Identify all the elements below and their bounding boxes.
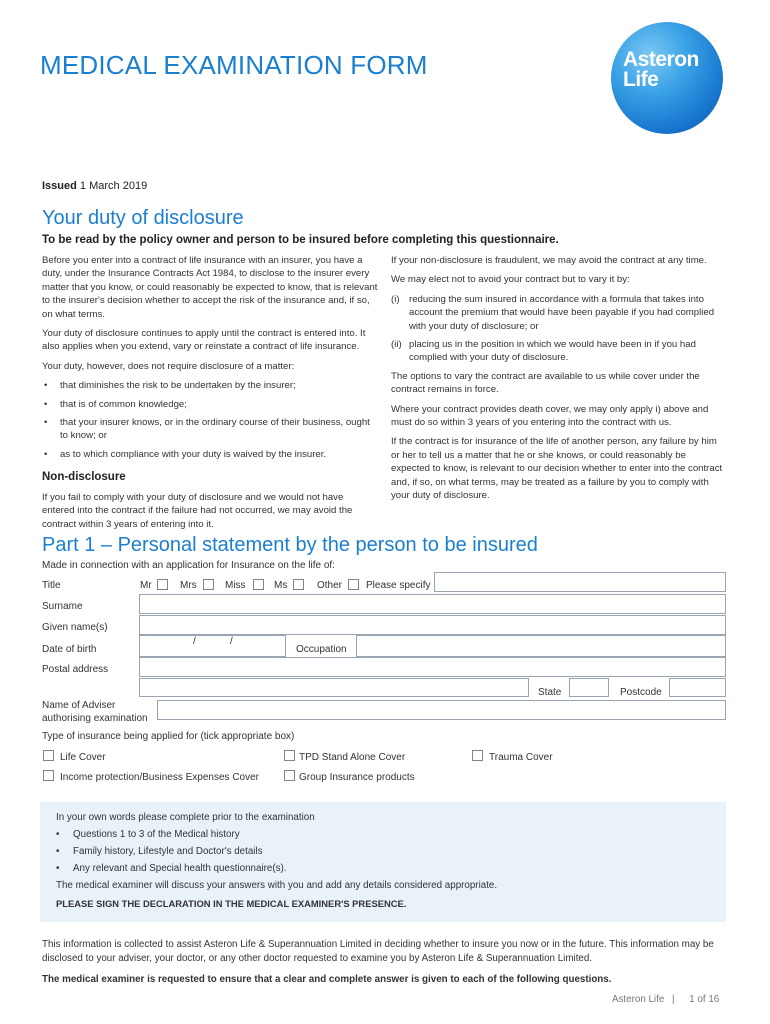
issued-value: 1 March 2019 bbox=[79, 180, 148, 192]
list-item: • as to which compliance with your duty is waived by the insurer. bbox=[44, 448, 327, 460]
title-miss-checkbox[interactable] bbox=[253, 579, 264, 590]
issued-date bbox=[42, 180, 147, 192]
disclosure-left-column bbox=[42, 254, 378, 537]
title-miss-label: Miss bbox=[225, 580, 246, 591]
list-item: (ii) placing us in the position in which we would have been in if you had complied with your duty of disclosure. bbox=[391, 339, 696, 364]
disclosure-paragraph: The options to vary the contract are available to us while cover under the contract remains in force. bbox=[391, 370, 700, 396]
life-cover-checkbox[interactable] bbox=[43, 750, 54, 761]
disclosure-heading: Your duty of disclosure bbox=[42, 207, 244, 229]
title-mrs-checkbox[interactable] bbox=[203, 579, 214, 590]
part1-heading: Part 1 – Personal statement by the person to be insured bbox=[42, 534, 538, 556]
disclosure-paragraph: We may elect not to avoid your contract but to vary it by: bbox=[391, 274, 630, 286]
dob-separator: / bbox=[193, 636, 196, 647]
list-item: • Any relevant and Special health questionnaire(s). bbox=[56, 863, 287, 874]
logo-line2: Life bbox=[623, 68, 659, 91]
postcode-input[interactable] bbox=[669, 678, 726, 697]
postcode-label: Postcode bbox=[620, 687, 662, 698]
part1-intro: Made in connection with an application for Insurance on the life of: bbox=[42, 560, 335, 571]
surname-label: Surname bbox=[42, 601, 83, 612]
list-item: (i) reducing the sum insured in accordance with a formula that takes into account the premium that would have been payable if you had complied with your duty of disclosure; or bbox=[391, 293, 715, 332]
title-other-checkbox[interactable] bbox=[348, 579, 359, 590]
adviser-input[interactable] bbox=[157, 700, 726, 720]
disclosure-paragraph: Where your contract provides death cover, we may only apply i) above and must do so within 3 years of you entering into the contract with us. bbox=[391, 403, 709, 429]
insurance-type-label: Type of insurance being applied for (tick appropriate box) bbox=[42, 731, 295, 742]
instruction-panel bbox=[40, 802, 726, 922]
title-mrs-label: Mrs bbox=[180, 580, 197, 591]
tpd-cover-checkbox[interactable] bbox=[284, 750, 295, 761]
trauma-cover-label: Trauma Cover bbox=[489, 752, 553, 763]
disclosure-subheading: To be read by the policy owner and person to be insured before completing this questionnaire. bbox=[42, 234, 559, 246]
title-label: Title bbox=[42, 580, 61, 591]
surname-input[interactable] bbox=[139, 594, 726, 614]
non-disclosure-text: If you fail to comply with your duty of disclosure and we would not have entered into the contract if the failure had not occurred, we may avoid the contract within 3 years of entering into it. bbox=[42, 491, 353, 530]
title-ms-checkbox[interactable] bbox=[293, 579, 304, 590]
list-item: • that diminishes the risk to be undertaken by the insurer; bbox=[44, 380, 296, 392]
privacy-note: This information is collected to assist Asteron Life & Superannuation Limited in deciding whether to insure you now or in the future. This information may be disclosed to your adviser, your doctor, or any other doctor requested to examine you by Asteron Life & Superannuation Limited. bbox=[42, 939, 714, 964]
footer-separator: | bbox=[672, 994, 675, 1005]
list-item: • that is of common knowledge; bbox=[44, 398, 187, 410]
page-number: 1 of 16 bbox=[689, 994, 720, 1005]
list-item: • that your insurer knows, or in the ordinary course of their business, ought to know; or bbox=[44, 417, 370, 442]
disclosure-right-column bbox=[391, 254, 727, 509]
title-other-label: Other bbox=[317, 580, 343, 591]
page-title: MEDICAL EXAMINATION FORM bbox=[40, 50, 428, 80]
income-protection-label: Income protection/Business Expenses Cover bbox=[60, 772, 259, 783]
dob-label: Date of birth bbox=[42, 644, 97, 655]
dob-input[interactable] bbox=[139, 635, 286, 657]
non-disclosure-heading: Non-disclosure bbox=[42, 471, 126, 484]
title-specify-input[interactable] bbox=[434, 572, 726, 592]
tpd-cover-label: TPD Stand Alone Cover bbox=[299, 752, 406, 763]
group-insurance-checkbox[interactable] bbox=[284, 770, 295, 781]
issued-label: Issued bbox=[42, 180, 77, 192]
postal-address-label: Postal address bbox=[42, 664, 109, 675]
disclosure-paragraph: Your duty, however, does not require disclosure of a matter: bbox=[42, 360, 295, 372]
given-names-label: Given name(s) bbox=[42, 622, 108, 633]
title-ms-label: Ms bbox=[274, 580, 288, 591]
adviser-label: Name of Adviser authorising examination bbox=[42, 700, 148, 724]
logo-line1: Asteron bbox=[623, 48, 699, 71]
postal-address-line1-input[interactable] bbox=[139, 657, 726, 677]
title-mr-label: Mr bbox=[140, 580, 152, 591]
panel-note: The medical examiner will discuss your answers with you and add any details considered appropriate. bbox=[56, 880, 498, 891]
occupation-label: Occupation bbox=[296, 644, 347, 655]
occupation-input[interactable] bbox=[356, 635, 726, 657]
examiner-instruction: The medical examiner is requested to ensure that a clear and complete answer is given to each of the following questions. bbox=[42, 974, 612, 985]
dob-separator: / bbox=[230, 636, 233, 647]
page-footer bbox=[612, 994, 719, 1005]
state-label: State bbox=[538, 687, 562, 698]
exemption-list bbox=[42, 379, 378, 461]
given-names-input[interactable] bbox=[139, 615, 726, 635]
disclosure-paragraph: Your duty of disclosure continues to apply until the contract is entered into. It also applies when you extend, vary or reinstate a contract of life insurance. bbox=[42, 328, 366, 353]
state-input[interactable] bbox=[569, 678, 609, 697]
income-protection-checkbox[interactable] bbox=[43, 770, 54, 781]
trauma-cover-checkbox[interactable] bbox=[472, 750, 483, 761]
footer-brand: Asteron Life bbox=[612, 994, 665, 1005]
postal-address-line2-input[interactable] bbox=[139, 678, 529, 697]
list-item: • Questions 1 to 3 of the Medical history bbox=[56, 829, 240, 840]
panel-sign-instruction: PLEASE SIGN THE DECLARATION IN THE MEDICAL EXAMINER'S PRESENCE. bbox=[56, 898, 407, 909]
life-cover-label: Life Cover bbox=[60, 752, 106, 763]
title-mr-checkbox[interactable] bbox=[157, 579, 168, 590]
group-insurance-label: Group Insurance products bbox=[299, 772, 415, 783]
disclosure-paragraph: If your non-disclosure is fraudulent, we may avoid the contract at any time. bbox=[391, 255, 707, 266]
disclosure-paragraph: Before you enter into a contract of life insurance with an insurer, you have a duty, under the Insurance Contracts Act 1984, to disclose to the insurer every matter that you know, or could reasonably be expected to know, that is relevant to the insurer's decision whether to accept the risk of the insurance and, if so, on what terms. bbox=[42, 255, 378, 320]
asteron-life-logo bbox=[611, 22, 723, 134]
list-item: • Family history, Lifestyle and Doctor's details bbox=[56, 846, 263, 857]
panel-intro: In your own words please complete prior to the examination bbox=[56, 812, 315, 823]
please-specify-label: Please specify bbox=[366, 580, 431, 591]
disclosure-paragraph: If the contract is for insurance of the life of another person, any failure by him or her to tell us a matter that he or she knows, or could reasonably be expected to know, is relevant to our decision whether to enter into the contract and, if so, on what terms, may be treated as a failure by you to comply with your duty of disclosure. bbox=[391, 436, 723, 502]
